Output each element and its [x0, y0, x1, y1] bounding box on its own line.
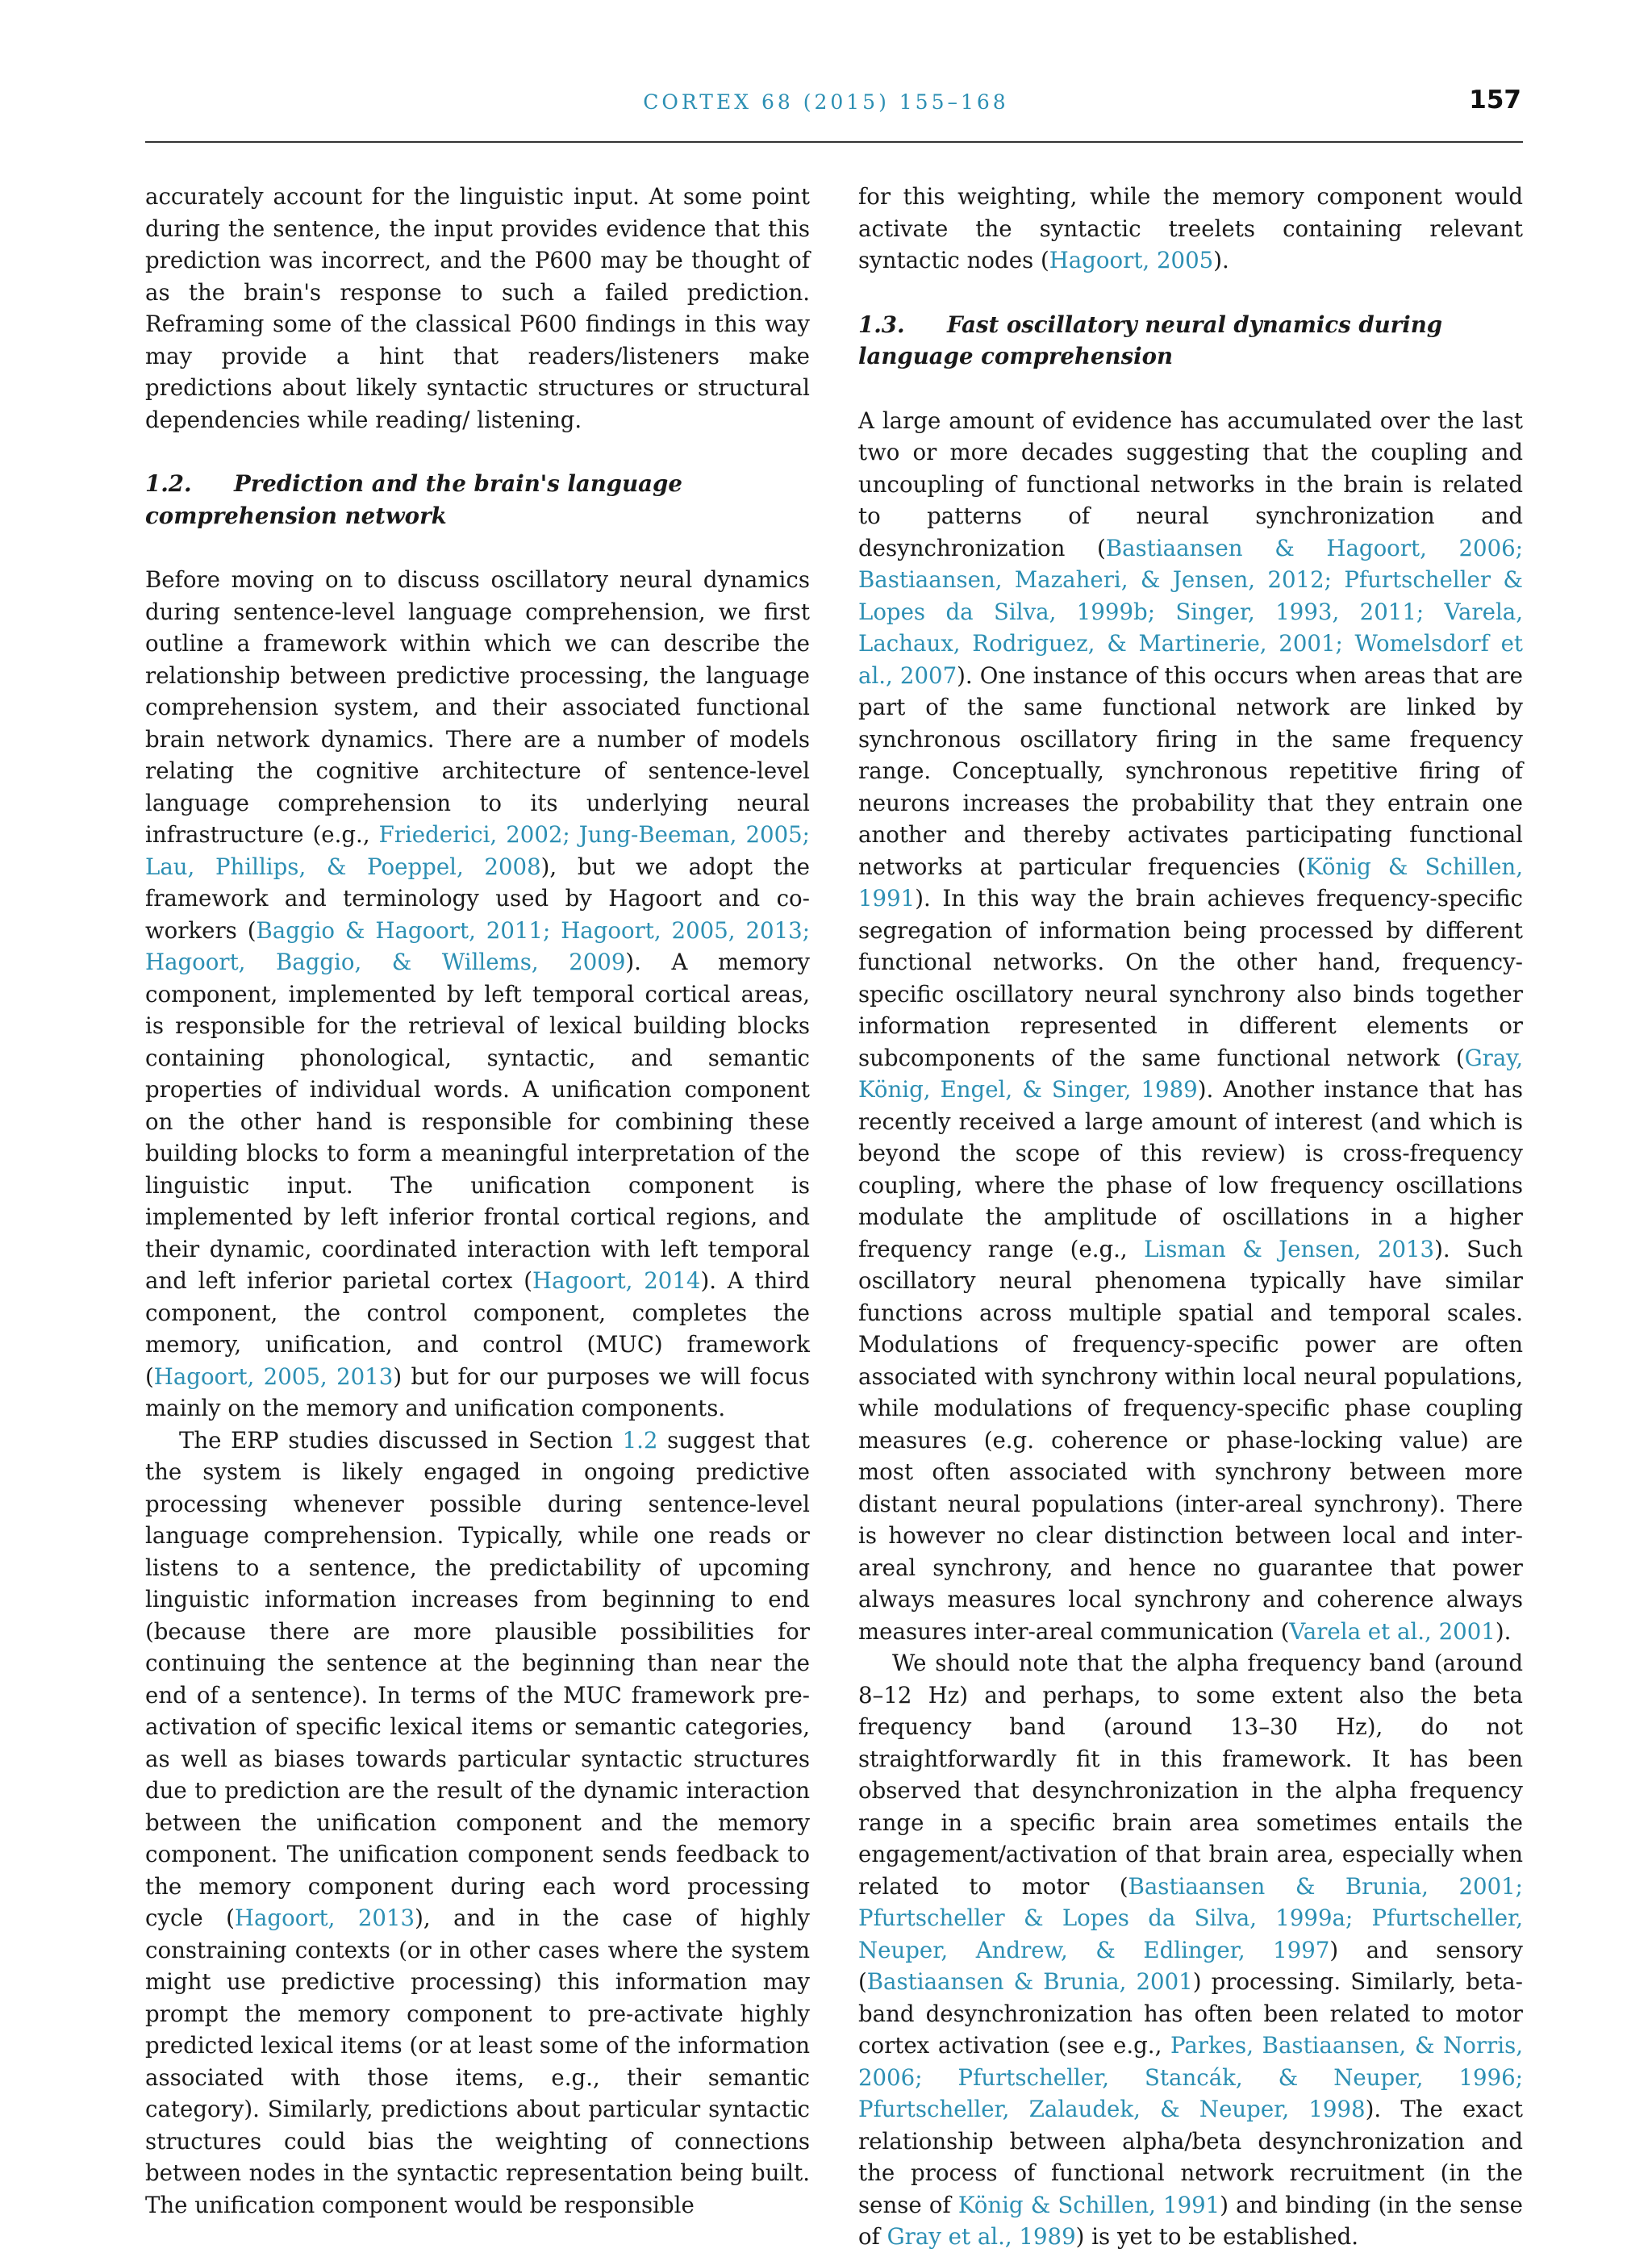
citation-link[interactable]: Hagoort, 2005, 2013: [153, 1362, 394, 1390]
paragraph: for this weighting, while the memory component would activate the syntactic treelets containing relevant syntactic nodes (Hagoort, 2005).: [858, 183, 1523, 273]
paragraph: We should note that the alpha frequency band (around 8–12 Hz) and perhaps, to some extent also the beta frequency band (around 13–30 Hz), do not straightforwardly fit in this framework. It has been observed that desynchronization in the alpha frequency range in a specific brain area sometimes entails the engagement/activation of that brain area, especially when related to motor (Bastiaansen & Brunia, 2001; Pfurtscheller & Lopes da Silva, 1999a; Pfurtscheller, Neuper, Andrew, & Edlinger, 1997) and sensory (Bastiaansen & Brunia, 2001) processing. Similarly, beta-band desynchronization has often been related to motor cortex activation (see e.g., Parkes, Bastiaansen, & Norris, 2006; Pfurtscheller, Stancák, & Neuper, 1996; Pfurtscheller, Zalaudek, & Neuper, 1998). The exact relationship between alpha/beta desynchronization and the process of functional network recruitment (in the sense of König & Schillen, 1991) and binding (in the sense of Gray et al., 1989) is yet to be established.: [858, 1650, 1524, 2250]
citation-link[interactable]: Friederici, 2002; Jung-Beeman, 2005; Lau, Phillips, & Poeppel, 2008: [145, 821, 810, 880]
citation-link[interactable]: Hagoort, 2014: [532, 1267, 701, 1294]
left-column: [145, 181, 810, 2221]
section-heading-1-2: 1.2. Prediction and the brain's language comprehension network: [145, 470, 682, 529]
citation-link[interactable]: Bastiaansen & Hagoort, 2006; Bastiaansen, Mazaheri, & Jensen, 2012; Pfurtscheller & Lopes da Silva, 1999b; Singer, 1993, 2011; Varela, Lachaux, Rodriguez, & Martinerie, 2001; Womelsdorf et al., 2007: [858, 534, 1523, 689]
citation-link[interactable]: Hagoort, 2005: [1049, 247, 1214, 273]
citation-link[interactable]: Hagoort, 2013: [234, 1905, 415, 1931]
citation-link[interactable]: Gray et al., 1989: [886, 2223, 1076, 2250]
section-heading-1-3: 1.3. Fast oscillatory neural dynamics during language comprehension: [858, 311, 1443, 369]
paragraph: A large amount of evidence has accumulated over the last two or more decades suggesting that the coupling and uncoupling of functional networks in the brain is related to patterns of neural synchronization and desynchronization (Bastiaansen & Hagoort, 2006; Bastiaansen, Mazaheri, & Jensen, 2012; Pfurtscheller & Lopes da Silva, 1999b; Singer, 1993, 2011; Varela, Lachaux, Rodriguez, & Martinerie, 2001; Womelsdorf et al., 2007). One instance of this occurs when areas that are part of the same functional network are linked by synchronous oscillatory firing in the same frequency range. Conceptually, synchronous repetitive firing of neurons increases the probability that they entrain one another and thereby activates participating functional networks at particular frequencies (König & Schillen, 1991). In this way the brain achieves frequency-specific segregation of information being processed by different functional networks. On the other hand, frequency-specific oscillatory neural synchrony also binds together information represented in different elements or subcomponents of the same functional network (Gray, König, Engel, & Singer, 1989). Another instance that has recently received a large amount of interest (and which is beyond the scope of this review) is cross-frequency coupling, where the phase of low frequency oscillations modulate the amplitude of oscillations in a higher frequency range (e.g., Lisman & Jensen, 2013). Such oscillatory neural phenomena typically have similar functions across multiple spatial and temporal scales. Modulations of frequency-specific power are often associated with synchrony within local neural populations, while modulations of frequency-specific phase coupling measures (e.g. coherence or phase-locking value) are most often associated with synchrony between more distant neural populations (inter-areal synchrony). There is however no clear distinction between local and inter-areal synchrony, and hence no guarantee that power always measures local synchrony and coherence always measures inter-areal communication (Varela et al., 2001).: [858, 407, 1523, 1645]
citation-link[interactable]: König & Schillen, 1991: [957, 2191, 1220, 2218]
section-link[interactable]: 1.2: [622, 1426, 658, 1454]
paragraph: The ERP studies discussed in Section 1.2 suggest that the system is likely engaged in ongoing predictive processing whenever possible during sentence-level language comprehension. Typically, while one reads or listens to a sentence, the predictability of upcoming linguistic information increases from beginning to end (because there are more plausible possibilities for continuing the sentence at the beginning than near the end of a sentence). In terms of the MUC framework pre-activation of specific lexical items or semantic categories, as well as biases towards particular syntactic structures due to prediction are the result of the dynamic interaction between the unification component and the memory component. The unification component sends feedback to the memory component during each word processing cycle (Hagoort, 2013), and in the case of highly constraining contexts (or in other cases where the system might use predictive processing) this information may prompt the memory component to pre-activate highly predicted lexical items (or at least some of the information associated with those items, e.g., their semantic category). Similarly, predictions about particular syntactic structures could bias the weighting of connections between nodes in the syntactic representation being built. The unification component would be responsible: [145, 1426, 810, 2218]
paragraph: accurately account for the linguistic input. At some point during the sentence, the input provides evidence that this prediction was incorrect, and the P600 may be thought of as the brain's response to such a failed prediction. Reframing some of the classical P600 findings in this way may provide a hint that readers/listeners make predictions about likely syntactic structures or structural dependencies while reading/ listening.: [145, 183, 810, 433]
paragraph: Before moving on to discuss oscillatory neural dynamics during sentence-level language comprehension, we first outline a framework within which we can describe the relationship between predictive processing, the language comprehension system, and their associated functional brain network dynamics. There are a number of models relating the cognitive architecture of sentence-level language comprehension to its underlying neural infrastructure (e.g., Friederici, 2002; Jung-Beeman, 2005; Lau, Phillips, & Poeppel, 2008), but we adopt the framework and terminology used by Hagoort and co-workers (Baggio & Hagoort, 2011; Hagoort, 2005, 2013; Hagoort, Baggio, & Willems, 2009). A memory component, implemented by left temporal cortical areas, is responsible for the retrieval of lexical building blocks containing phonological, syntactic, and semantic properties of individual words. A unification component on the other hand is responsible for combining these building blocks to form a meaningful interpretation of the linguistic input. The unification component is implemented by left inferior frontal cortical regions, and their dynamic, coordinated interaction with left temporal and left inferior parietal cortex (Hagoort, 2014). A third component, the control component, completes the memory, unification, and control (MUC) framework (Hagoort, 2005, 2013) but for our purposes we will focus mainly on the memory and unification components.: [145, 566, 811, 1421]
citation-link[interactable]: Bastiaansen & Brunia, 2001; Pfurtscheller & Lopes da Silva, 1999a; Pfurtscheller, Neuper, Andrew, & Edlinger, 1997: [858, 1872, 1523, 1963]
citation-link[interactable]: Baggio & Hagoort, 2011; Hagoort, 2005, 2013; Hagoort, Baggio, & Willems, 2009: [145, 916, 810, 975]
page-number: 157: [1469, 86, 1521, 115]
right-column: [858, 181, 1523, 2253]
citation-link[interactable]: Gray, König, Engel, & Singer, 1989: [858, 1044, 1523, 1103]
citation-link[interactable]: Varela et al., 2001: [1289, 1617, 1496, 1645]
header-rule: [145, 141, 1523, 143]
citation-link[interactable]: König & Schillen, 1991: [858, 853, 1523, 912]
citation-link[interactable]: Bastiaansen & Brunia, 2001: [866, 1968, 1193, 1995]
citation-link[interactable]: Lisman & Jensen, 2013: [1144, 1235, 1435, 1262]
citation-link[interactable]: Parkes, Bastiaansen, & Norris, 2006; Pfurtscheller, Stancák, & Neuper, 1996; Pfurtscheller, Zalaudek, & Neuper, 1998: [858, 2032, 1524, 2122]
running-header: CORTEX 68 (2015) 155–168: [643, 90, 1009, 114]
